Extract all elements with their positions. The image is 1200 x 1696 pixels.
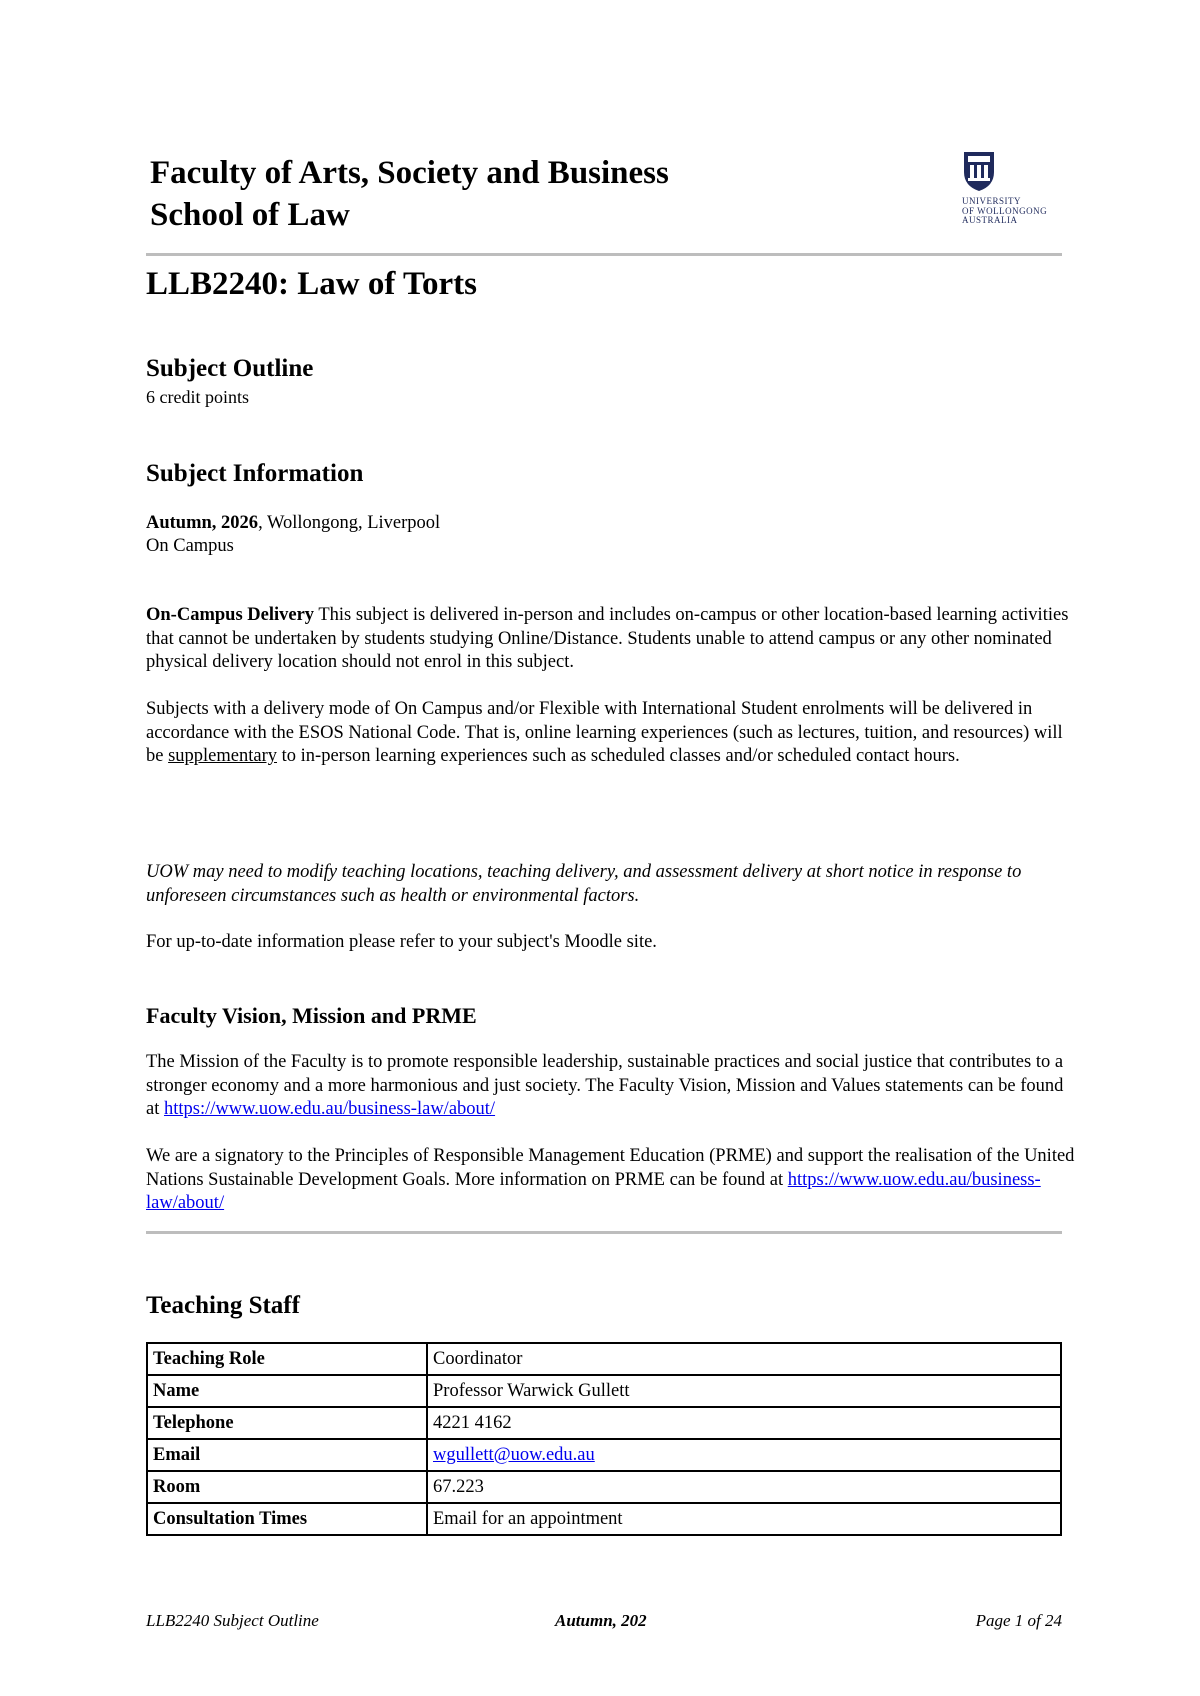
crest-icon xyxy=(962,150,996,192)
prme-paragraph xyxy=(146,1145,1076,1216)
table-row xyxy=(147,1407,1061,1439)
credit-points: 6 credit points xyxy=(146,387,249,407)
prme-link[interactable]: https://www.uow.edu.au/business-law/about/ xyxy=(146,1169,1041,1213)
session-campuses: , Wollongong, Liverpool xyxy=(258,513,441,533)
row-label: Email xyxy=(147,1439,427,1471)
logo-text-line: AUSTRALIA xyxy=(962,215,1018,225)
delivery-text: This subject is delivered in-person and includes on-campus or other location-based learning activities that cannot be undertaken by students studying Online/Distance. Students unable to attend campus or any other nominated physical delivery location should not enrol in this subject. xyxy=(146,605,1069,672)
table-row xyxy=(147,1471,1061,1503)
subject-title: LLB2240: Law of Torts xyxy=(146,266,477,302)
email-link[interactable]: wgullett@uow.edu.au xyxy=(433,1444,595,1465)
moodle-notice: For up-to-date information please refer to your subject's Moodle site. xyxy=(146,932,657,952)
table-row xyxy=(147,1503,1061,1535)
prme-text: We are a signatory to the Principles of Responsible Management Education (PRME) and support the realisation of the United Nations Sustainable Development Goals. More information on PRME can be found at xyxy=(146,1146,1075,1190)
esos-paragraph xyxy=(146,698,1076,769)
delivery-label: On-Campus Delivery xyxy=(146,605,315,625)
table-row xyxy=(147,1439,1061,1471)
esos-emphasis: supplementary xyxy=(168,746,278,766)
mission-link[interactable]: https://www.uow.edu.au/business-law/about/ xyxy=(163,1099,496,1119)
row-label: Teaching Role xyxy=(147,1343,427,1375)
row-label: Name xyxy=(147,1375,427,1407)
footer-center: Autumn, 202 xyxy=(555,1611,647,1630)
row-value: Coordinator xyxy=(427,1343,1061,1375)
outline-heading: Subject Outline xyxy=(146,355,314,382)
school-name: School of Law xyxy=(150,197,350,233)
table-row xyxy=(147,1375,1061,1407)
row-value xyxy=(427,1439,1061,1471)
table-row xyxy=(147,1343,1061,1375)
esos-text: Subjects with a delivery mode of On Campus and/or Flexible with International Student enrolments will be delivered in accordance with the ESOS National Code. That is, online learning experiences (such as lectures, tuition, and resources) will be xyxy=(146,699,1063,766)
section-divider xyxy=(146,1231,1062,1234)
row-value: 67.223 xyxy=(427,1471,1061,1503)
row-value: Email for an appointment xyxy=(427,1503,1061,1535)
modify-notice: UOW may need to modify teaching locations, teaching delivery, and assessment delivery at short notice in response to unforeseen circumstances such as health or environmental factors. xyxy=(146,862,1022,906)
delivery-paragraph xyxy=(146,604,1076,675)
row-label: Telephone xyxy=(147,1407,427,1439)
vision-heading: Faculty Vision, Mission and PRME xyxy=(146,1003,477,1028)
mission-text: The Mission of the Faculty is to promote responsible leadership, sustainable practices and social justice that contributes to a stronger economy and a more harmonious and just society. The Faculty Vision, Mission and Values statements can be found at xyxy=(146,1052,1064,1119)
university-logo xyxy=(962,150,1062,226)
row-label: Consultation Times xyxy=(147,1503,427,1535)
session-term: Autumn, 2026 xyxy=(146,513,259,533)
mission-paragraph xyxy=(146,1051,1076,1122)
header-divider xyxy=(146,253,1062,256)
staff-heading: Teaching Staff xyxy=(146,1292,300,1319)
footer-page-number: Page 1 of 24 xyxy=(975,1611,1062,1630)
row-value: 4221 4162 xyxy=(427,1407,1061,1439)
faculty-name: Faculty of Arts, Society and Business xyxy=(150,155,669,191)
info-heading: Subject Information xyxy=(146,460,364,487)
footer-left: LLB2240 Subject Outline xyxy=(146,1611,319,1630)
logo-text-line: UNIVERSITY xyxy=(962,196,1021,206)
row-value: Professor Warwick Gullett xyxy=(427,1375,1061,1407)
session-line xyxy=(146,512,1076,536)
esos-text-end: to in-person learning experiences such as scheduled classes and/or scheduled contact hours. xyxy=(277,746,960,766)
logo-text-line: OF WOLLONGONG xyxy=(962,205,1048,216)
staff-table xyxy=(146,1342,1062,1536)
delivery-mode: On Campus xyxy=(146,536,234,556)
row-label: Room xyxy=(147,1471,427,1503)
